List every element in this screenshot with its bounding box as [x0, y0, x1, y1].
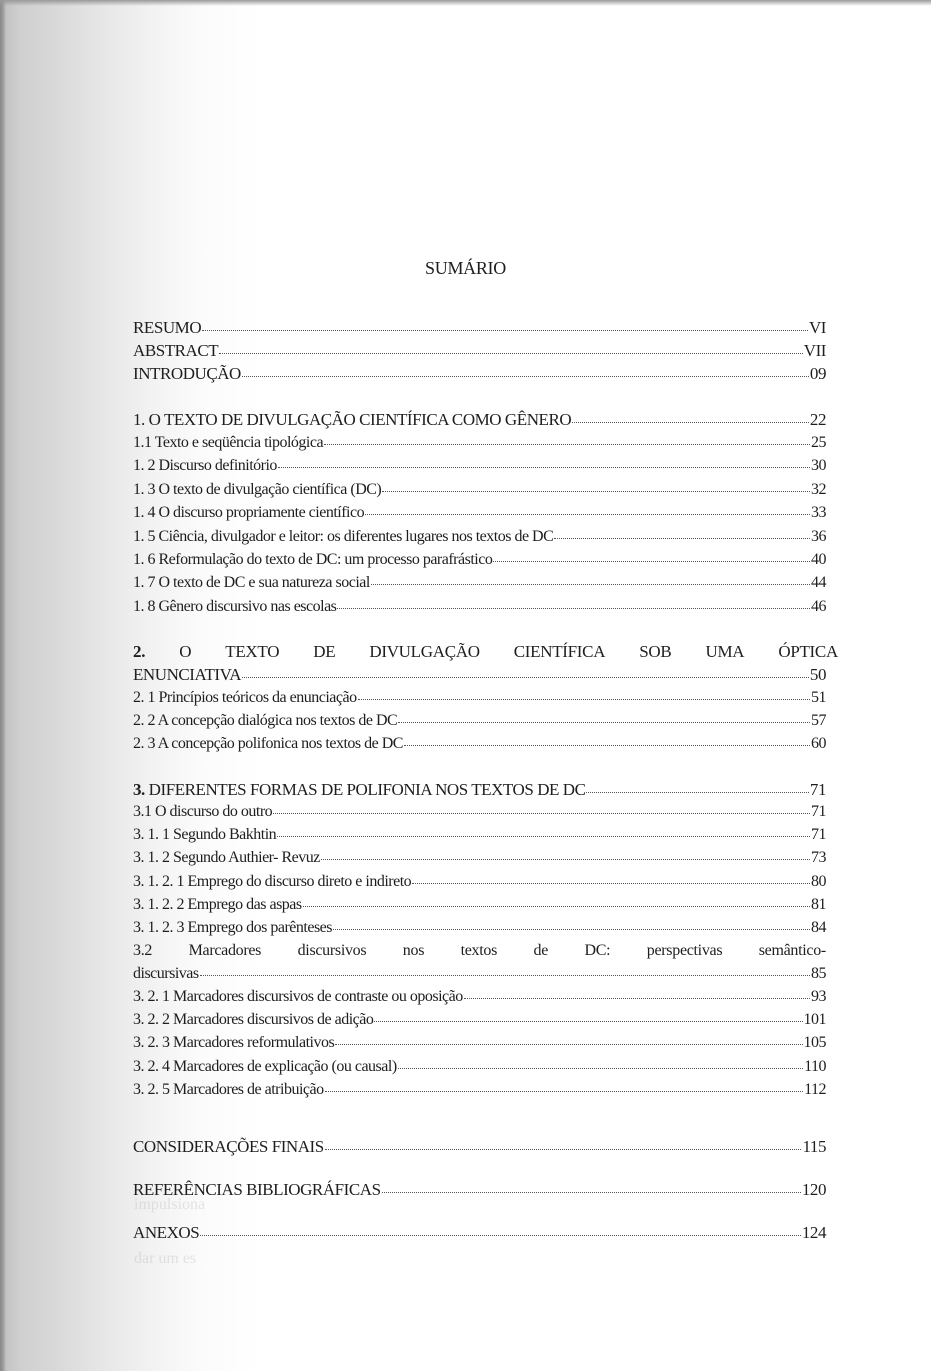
toc-section-entry[interactable] — [133, 528, 826, 546]
toc-label: discursivas — [133, 965, 199, 982]
section-title-word: discursivos — [297, 942, 367, 959]
toc-label: RESUMO — [133, 318, 202, 337]
toc-entry-anexos[interactable] — [133, 1223, 826, 1243]
section-title-word: textos — [460, 942, 498, 959]
toc-label: ENUNCIATIVA — [133, 665, 242, 684]
toc-label: 1. 6 Reformulação do texto de DC: um processo parafrástico — [133, 551, 493, 568]
toc-section-entry[interactable] — [133, 504, 826, 522]
toc-entry-referencias[interactable] — [133, 1180, 826, 1200]
toc-page-number: 112 — [804, 1080, 826, 1098]
dot-leader — [303, 905, 810, 907]
chapter-title-word: CIENTÍFICA — [513, 642, 606, 661]
toc-page-number: 30 — [811, 457, 826, 475]
toc-section-3-2-line2[interactable] — [133, 965, 826, 983]
toc-page-number: 71 — [811, 826, 826, 844]
toc-label: 1. 5 Ciência, divulgador e leitor: os diferentes lugares nos textos de DC — [133, 527, 554, 545]
dot-leader — [278, 466, 810, 468]
toc-section-entry[interactable] — [133, 849, 826, 867]
toc-label: 3. 1. 2. 1 Emprego do discurso direto e indireto — [133, 872, 412, 890]
chapter-title-word: O — [179, 642, 192, 661]
toc-label: 3. 2. 4 Marcadores de explicação (ou causal) — [133, 1057, 397, 1075]
dot-leader — [365, 513, 810, 515]
toc-chapter-2-line1[interactable] — [133, 642, 838, 662]
toc-label: ABSTRACT — [133, 341, 219, 360]
toc-page-number: 25 — [811, 434, 826, 451]
toc-section-entry[interactable] — [133, 434, 826, 452]
toc-page-number: 105 — [803, 1034, 826, 1052]
toc-page-number: 33 — [811, 504, 826, 522]
dot-leader — [321, 858, 810, 860]
toc-section-entry[interactable] — [133, 457, 826, 475]
toc-section-entry[interactable] — [133, 1058, 826, 1076]
chapter-title: DIFERENTES FORMAS DE POLIFONIA NOS TEXTOS DE DC — [148, 780, 586, 799]
toc-label: 3. 1. 2 Segundo Authier- Revuz — [133, 849, 320, 867]
chapter-title-word: DIVULGAÇÃO — [369, 642, 480, 661]
toc-page-number: 46 — [811, 597, 826, 615]
toc-label: 1. 3 O texto de divulgação científica (DC) — [133, 480, 382, 498]
toc-page-number: 84 — [811, 919, 826, 936]
toc-label: 3. 1. 2. 2 Emprego das aspas — [133, 895, 302, 913]
toc-section-entry[interactable] — [133, 481, 826, 499]
toc-page-number: 80 — [811, 872, 826, 890]
toc-label: REFERÊNCIAS BIBLIOGRÁFICAS — [133, 1180, 381, 1199]
toc-page-number: 60 — [811, 735, 826, 753]
chapter-title-word: SOB — [639, 642, 672, 661]
dot-leader — [398, 721, 810, 723]
dot-leader — [554, 537, 810, 539]
page-top-shadow — [0, 0, 931, 6]
chapter-number: 3. — [133, 780, 145, 799]
dot-leader — [493, 560, 810, 562]
dot-leader — [586, 791, 808, 793]
toc-entry-introducao[interactable] — [133, 364, 826, 384]
chapter-title-word: ÓPTICA — [778, 642, 838, 661]
toc-page-number: 36 — [811, 527, 826, 545]
dot-leader — [242, 375, 809, 377]
dot-leader — [242, 676, 809, 678]
toc-chapter-3[interactable] — [133, 780, 826, 800]
toc-label: INTRODUÇÃO — [133, 364, 241, 383]
dot-leader — [398, 1067, 803, 1069]
toc-label: CONSIDERAÇÕES FINAIS — [133, 1137, 324, 1156]
dot-leader — [337, 607, 810, 609]
toc-section-entry[interactable] — [133, 1034, 826, 1052]
section-title-word: de — [533, 942, 549, 959]
toc-section-entry[interactable] — [133, 826, 826, 844]
dot-leader — [202, 329, 808, 331]
dot-leader — [382, 1191, 801, 1193]
toc-section-entry[interactable] — [133, 873, 826, 891]
toc-entry-abstract[interactable] — [133, 341, 826, 361]
dot-leader — [325, 1090, 804, 1092]
toc-page-number: 81 — [811, 895, 826, 913]
toc-label: 1. 2 Discurso definitório — [133, 457, 277, 475]
toc-section-entry[interactable] — [133, 551, 826, 569]
toc-section-entry[interactable] — [133, 689, 826, 707]
toc-page-number: 101 — [803, 1011, 826, 1029]
dot-leader — [335, 1043, 802, 1045]
toc-label: 1. 7 O texto de DC e sua natureza social — [133, 574, 370, 592]
toc-section-entry[interactable] — [133, 896, 826, 914]
toc-label: 3.1 O discurso do outro — [133, 803, 273, 820]
toc-entry-consideracoes-finais[interactable] — [133, 1137, 826, 1157]
toc-page-number: 93 — [811, 988, 826, 1005]
toc-section-entry[interactable] — [133, 803, 826, 821]
toc-page-number: 22 — [809, 410, 826, 429]
toc-label: 2. 3 A concepção polifonica nos textos de DC — [133, 735, 403, 753]
toc-page-number: 120 — [801, 1180, 826, 1199]
toc-label: 3. 2. 1 Marcadores discursivos de contraste ou oposição — [133, 988, 463, 1005]
toc-page-number: 71 — [811, 803, 826, 820]
toc-page-number: 85 — [811, 965, 826, 982]
toc-section-entry[interactable] — [133, 919, 826, 937]
toc-page-number: 71 — [809, 780, 826, 799]
dot-leader — [404, 744, 810, 746]
dot-leader — [277, 835, 810, 837]
toc-label: 3. 2. 5 Marcadores de atribuição — [133, 1080, 324, 1098]
toc-section-entry[interactable] — [133, 1011, 826, 1029]
dot-leader — [572, 421, 809, 423]
toc-page-number: 57 — [811, 712, 826, 730]
toc-page-number: 44 — [811, 574, 826, 592]
section-title-word: 3.2 — [133, 942, 153, 959]
toc-page-number: 32 — [811, 480, 826, 498]
dot-leader — [219, 352, 803, 354]
chapter-number: 1. — [133, 410, 145, 429]
toc-page-number: 73 — [811, 849, 826, 867]
dot-leader — [382, 490, 810, 492]
toc-section-entry[interactable] — [133, 735, 826, 753]
bleed-through-text: dar um es — [134, 1250, 197, 1267]
toc-label: 1.1 Texto e seqüência tipológica — [133, 434, 324, 451]
toc-page-number: VII — [803, 341, 826, 360]
toc-label: 2. 1 Princípios teóricos da enunciação — [133, 689, 357, 706]
section-title-word: nos — [402, 942, 425, 959]
bleed-through-text: impulsiona — [134, 1196, 206, 1213]
toc-section-entry[interactable] — [133, 712, 826, 730]
toc-label — [133, 780, 585, 800]
toc-section-entry[interactable] — [133, 598, 826, 616]
toc-page-number: VI — [808, 318, 826, 337]
toc-entry-resumo[interactable] — [133, 318, 826, 338]
section-title-word: perspectivas — [646, 942, 723, 959]
dot-leader — [374, 1020, 802, 1022]
toc-page-number: 51 — [811, 689, 826, 706]
toc-label: 3. 1. 2. 3 Emprego dos parênteses — [133, 919, 333, 936]
chapter-title-word: UMA — [705, 642, 745, 661]
toc-chapter-1[interactable] — [133, 410, 826, 430]
page-title: SUMÁRIO — [425, 258, 506, 278]
toc-label: ANEXOS — [133, 1223, 200, 1242]
toc-page-number: 124 — [801, 1223, 826, 1242]
toc-page-number: 09 — [809, 364, 826, 383]
dot-leader — [358, 698, 810, 700]
toc-label: 3. 1. 1 Segundo Bakhtin — [133, 826, 277, 844]
toc-label: 1. 4 O discurso propriamente científico — [133, 504, 365, 522]
toc-section-entry[interactable] — [133, 988, 826, 1006]
toc-section-entry[interactable] — [133, 574, 826, 592]
dot-leader — [324, 443, 810, 445]
toc-label: 3. 2. 2 Marcadores discursivos de adição — [133, 1011, 374, 1029]
toc-label: 1. 8 Gênero discursivo nas escolas — [133, 597, 337, 615]
dot-leader — [371, 583, 810, 585]
dot-leader — [464, 997, 810, 999]
chapter-number: 2. — [133, 642, 146, 661]
dot-leader — [325, 1148, 802, 1150]
dot-leader — [200, 974, 810, 976]
toc-label: 3. 2. 3 Marcadores reformulativos — [133, 1034, 335, 1052]
toc-label: 2. 2 A concepção dialógica nos textos de DC — [133, 712, 398, 730]
dot-leader — [333, 928, 810, 930]
section-title-word: Marcadores — [188, 942, 262, 959]
toc-page-number: 110 — [804, 1057, 826, 1075]
toc-label — [133, 410, 571, 430]
toc-section-3-2-line1[interactable] — [133, 942, 826, 960]
dot-leader — [412, 882, 810, 884]
toc-page-number: 115 — [802, 1137, 826, 1156]
chapter-title: O TEXTO DE DIVULGAÇÃO CIENTÍFICA COMO GÊNERO — [148, 410, 572, 429]
section-title-word: semântico- — [758, 942, 826, 959]
toc-section-entry[interactable] — [133, 1081, 826, 1099]
section-title-word: DC: — [584, 942, 611, 959]
toc-page-number: 50 — [809, 665, 826, 684]
dot-leader — [200, 1234, 801, 1236]
dot-leader — [273, 812, 810, 814]
chapter-title-word: TEXTO — [225, 642, 280, 661]
chapter-title-word: DE — [313, 642, 336, 661]
toc-chapter-2-line2[interactable] — [133, 665, 826, 685]
toc-page-number: 40 — [811, 551, 826, 568]
